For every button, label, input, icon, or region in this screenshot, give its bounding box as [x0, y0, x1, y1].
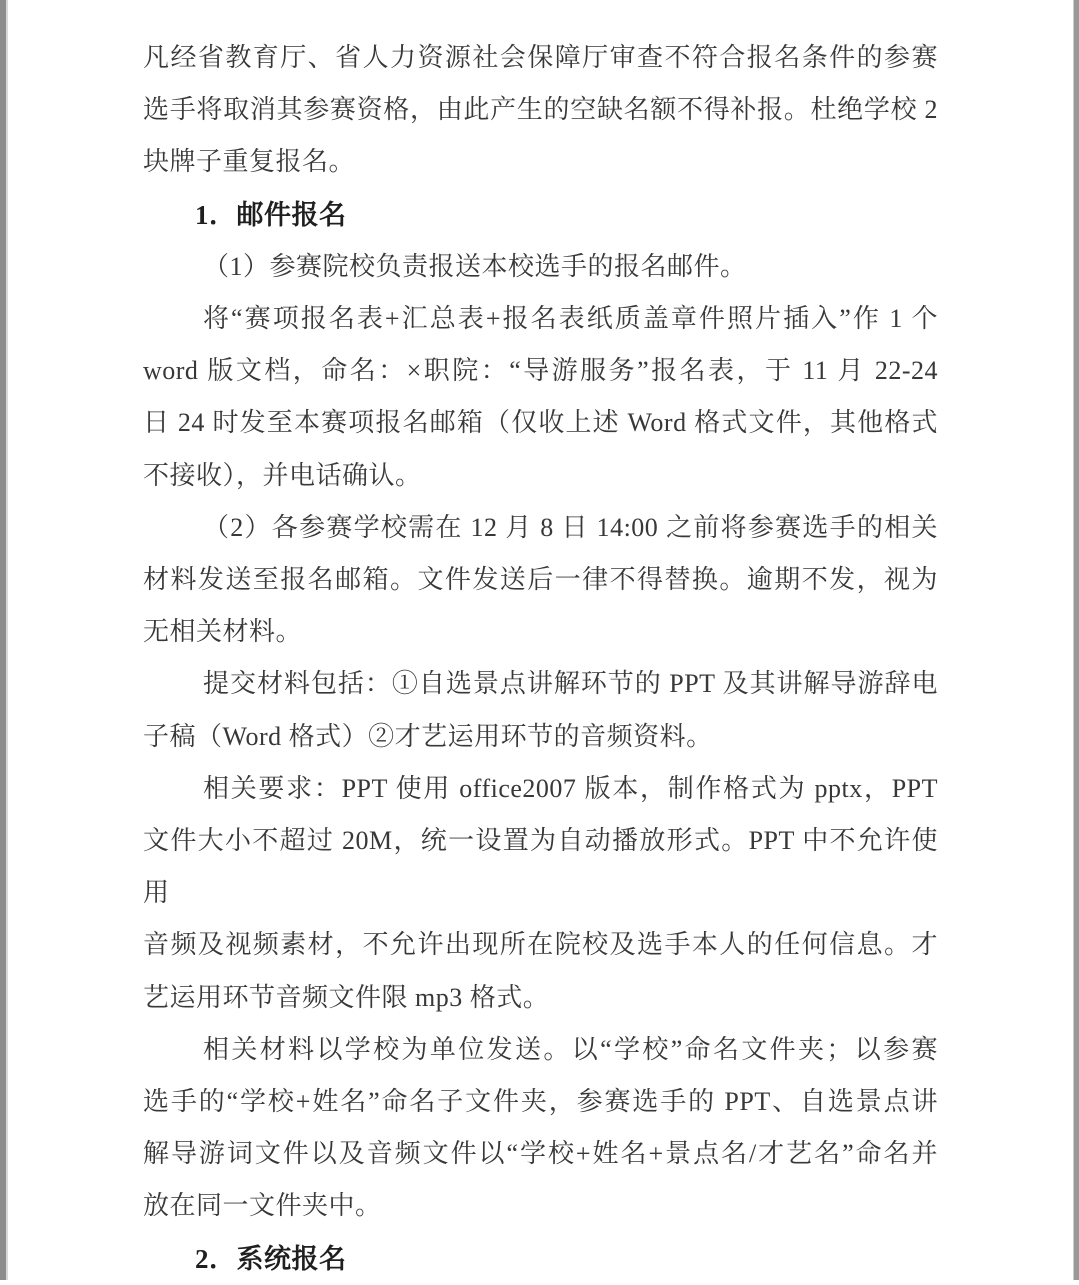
- section-heading-2: 2．系统报名: [195, 1243, 347, 1274]
- text-line: 日 24 时发至本赛项报名邮箱（仅收上述 Word 格式文件，其他格式: [143, 408, 938, 438]
- text-line: 提交材料包括：①自选景点讲解环节的 PPT 及其讲解导游辞电: [203, 669, 938, 699]
- text-line: 文件大小不超过 20M，统一设置为自动播放形式。PPT 中不允许使用: [143, 826, 938, 908]
- text-line: （2）各参赛学校需在 12 月 8 日 14:00 之前将参赛选手的相关: [203, 512, 938, 542]
- text-line: 无相关材料。: [143, 617, 303, 647]
- text-line: 块牌子重复报名。: [143, 147, 356, 177]
- text-line: 不接收），并电话确认。: [143, 460, 422, 490]
- text-line: word 版文档，命名：×职院：“导游服务”报名表，于 11 月 22-24: [143, 356, 938, 386]
- text-line: 艺运用环节音频文件限 mp3 格式。: [143, 982, 550, 1012]
- text-line: 子稿（Word 格式）②才艺运用环节的音频资料。: [143, 721, 713, 751]
- text-line: 放在同一文件夹中。: [143, 1191, 382, 1221]
- text-line: 相关材料以学校为单位发送。以“学校”命名文件夹；以参赛: [203, 1034, 938, 1064]
- text-line: 材料发送至报名邮箱。文件发送后一律不得替换。逾期不发，视为: [143, 565, 938, 595]
- text-line: 选手将取消其参赛资格，由此产生的空缺名额不得补报。杜绝学校 2: [143, 95, 938, 125]
- text-line: 凡经省教育厅、省人力资源社会保障厅审查不符合报名条件的参赛: [143, 43, 938, 72]
- text-line: 音频及视频素材，不允许出现所在院校及选手本人的任何信息。才: [143, 930, 938, 960]
- text-line: 相关要求：PPT 使用 office2007 版本，制作格式为 pptx，PPT: [203, 773, 938, 803]
- text-line: 将“赛项报名表+汇总表+报名表纸质盖章件照片插入”作 1 个: [203, 304, 938, 334]
- section-heading-1: 1．邮件报名: [195, 199, 347, 230]
- document-page: [143, 32, 938, 1285]
- text-line: 解导游词文件以及音频文件以“学校+姓名+景点名/才艺名”命名并: [143, 1139, 938, 1169]
- text-line: （1）参赛院校负责报送本校选手的报名邮件。: [203, 251, 747, 281]
- page-edge-left: [0, 0, 8, 1280]
- text-line: 选手的“学校+姓名”命名子文件夹，参赛选手的 PPT、自选景点讲: [143, 1087, 938, 1117]
- page-edge-right: [1073, 0, 1079, 1280]
